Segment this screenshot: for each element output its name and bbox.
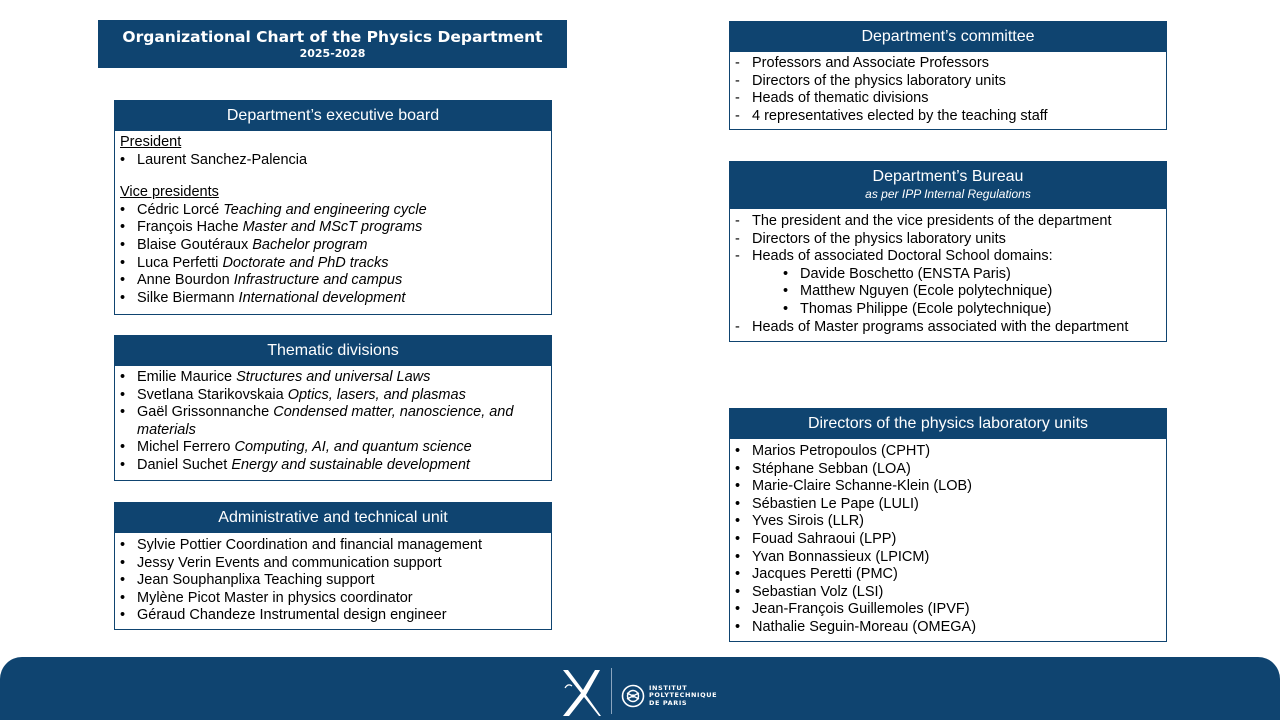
- list-item: • Jacques Peretti (PMC): [735, 566, 1160, 584]
- ipp-line: POLYTECHNIQUE: [649, 691, 718, 700]
- division-head-name: Emilie Maurice: [137, 369, 233, 385]
- ipp-line: INSTITUT: [649, 684, 688, 692]
- division-name: Energy and sustainable development: [231, 456, 470, 473]
- lab-director-entry: Jean-François Guillemoles (IPVF): [752, 601, 970, 618]
- admin-staff-entry: Géraud Chandeze Instrumental design engineer: [137, 607, 447, 624]
- division-head-name: Daniel Suchet: [137, 456, 228, 473]
- list-item: • Gaël Grissonnanche Condensed matter, nanoscience, and materials: [120, 404, 514, 438]
- bureau-member-type: Directors of the physics laboratory units: [752, 230, 1006, 247]
- list-item: - Heads of Master programs associated with the department: [735, 319, 1160, 337]
- vp-name: Blaise Goutéraux: [137, 236, 249, 253]
- president-label: President: [120, 134, 182, 150]
- admin-staff-entry: Mylène Picot Master in physics coordinator: [137, 589, 413, 606]
- admin-staff-entry: Jessy Verin Events and communication support: [137, 554, 442, 571]
- vp-role: Bachelor program: [252, 236, 368, 253]
- vp-role: Master and MScT programs: [242, 219, 423, 236]
- list-item: • Marios Petropoulos (CPHT): [735, 443, 1160, 461]
- vice-presidents-label: Vice presidents: [120, 184, 219, 201]
- list-item: - The president and the vice presidents of the department: [735, 213, 1160, 231]
- list-item: - Heads of associated Doctoral School domains:: [735, 248, 1160, 266]
- list-item: • Marie-Claire Schanne-Klein (LOB): [735, 478, 1160, 496]
- list-item: • Luca Perfetti Doctorate and PhD tracks: [120, 254, 389, 271]
- list-item: - Heads of thematic divisions: [735, 90, 1160, 108]
- admin-staff-entry: Jean Souphanplixa Teaching support: [137, 572, 375, 589]
- division-head-name: Svetlana Starikovskaia: [137, 386, 284, 403]
- list-item: • Nathalie Seguin-Moreau (OMEGA): [735, 619, 1160, 637]
- list-item: • Svetlana Starikovskaia Optics, lasers, and plasmas: [120, 386, 466, 403]
- lab-director-entry: Nathalie Seguin-Moreau (OMEGA): [752, 618, 977, 635]
- bureau-title: Department’s Bureau: [872, 168, 1024, 185]
- admin-unit-header: Administrative and technical unit: [115, 503, 551, 533]
- list-item: • Sebastian Volz (LSI): [735, 584, 1160, 602]
- footer-logo-separator: [611, 668, 612, 714]
- list-item: • Mylène Picot Master in physics coordinator: [120, 590, 545, 608]
- ipp-line: DE PARIS: [649, 698, 688, 707]
- vp-name: Cédric Lorcé: [137, 201, 220, 218]
- list-item: - Directors of the physics laboratory units: [735, 73, 1160, 91]
- list-item: • Laurent Sanchez-Palencia: [120, 152, 545, 170]
- list-item: • François Hache Master and MScT programs: [120, 219, 423, 236]
- list-item: • Géraud Chandeze Instrumental design engineer: [120, 607, 545, 625]
- list-item: • Stéphane Sebban (LOA): [735, 461, 1160, 479]
- division-name: Condensed matter, nanoscience, and materials: [137, 404, 514, 438]
- doctoral-domain-head: Thomas Philippe (Ecole polytechnique): [800, 300, 1052, 317]
- directors-header: Directors of the physics laboratory units: [730, 409, 1166, 439]
- ecole-polytechnique-logo: [560, 668, 602, 718]
- committee-card: [729, 21, 1167, 130]
- lab-director-entry: Marios Petropoulos (CPHT): [752, 443, 931, 459]
- vp-name: Luca Perfetti: [137, 254, 219, 271]
- page-title: Organizational Chart of the Physics Department: [122, 28, 543, 46]
- executive-board-card: [114, 100, 552, 315]
- vp-role: Teaching and engineering cycle: [223, 201, 427, 218]
- vp-role: Infrastructure and campus: [233, 272, 403, 289]
- bureau-member-type: Heads of Master programs associated with the department: [752, 318, 1129, 335]
- committee-body: [730, 52, 1166, 125]
- doctoral-domain-head: Matthew Nguyen (Ecole polytechnique): [800, 283, 1053, 300]
- ipp-wordmark: [649, 685, 717, 707]
- admin-unit-card: [114, 502, 552, 630]
- list-item: • Anne Bourdon Infrastructure and campus: [120, 272, 403, 289]
- directors-body: [730, 439, 1166, 637]
- lab-director-entry: Stéphane Sebban (LOA): [752, 460, 911, 477]
- bureau-header: [730, 162, 1166, 209]
- bureau-member-type: Heads of associated Doctoral School domains:: [752, 248, 1053, 265]
- list-item: • Sébastien Le Pape (LULI): [735, 496, 1160, 514]
- list-item: • Yvan Bonnassieux (LPICM): [735, 549, 1160, 567]
- list-item: - Directors of the physics laboratory units: [735, 231, 1160, 249]
- committee-member-type: Directors of the physics laboratory units: [752, 72, 1006, 89]
- division-name: Structures and universal Laws: [236, 369, 431, 385]
- list-item: - 4 representatives elected by the teaching staff: [735, 108, 1160, 126]
- institut-polytechnique-de-paris-logo: [621, 684, 645, 708]
- vp-role: Doctorate and PhD tracks: [222, 254, 389, 271]
- chart-title-box: [98, 20, 567, 68]
- list-item: • Yves Sirois (LLR): [735, 513, 1160, 531]
- doctoral-domain-head: Davide Boschetto (ENSTA Paris): [800, 265, 1011, 282]
- list-item: • Michel Ferrero Computing, AI, and quantum science: [120, 439, 472, 456]
- lab-director-entry: Sebastian Volz (LSI): [752, 583, 884, 600]
- vp-name: Anne Bourdon: [137, 272, 230, 289]
- list-item: • Jessy Verin Events and communication support: [120, 555, 545, 573]
- lab-director-entry: Sébastien Le Pape (LULI): [752, 495, 919, 512]
- vp-name: Silke Biermann: [137, 289, 235, 306]
- committee-header: Department’s committee: [730, 22, 1166, 52]
- list-item: • Jean Souphanplixa Teaching support: [120, 572, 545, 590]
- lab-director-entry: Yvan Bonnassieux (LPICM): [752, 548, 930, 565]
- lab-director-entry: Fouad Sahraoui (LPP): [752, 530, 897, 547]
- page-subtitle-years: 2025-2028: [299, 47, 366, 60]
- lab-director-entry: Jacques Peretti (PMC): [752, 566, 898, 583]
- bureau-body: [730, 209, 1166, 336]
- directors-card: [729, 408, 1167, 642]
- bureau-card: [729, 161, 1167, 342]
- division-name: Computing, AI, and quantum science: [234, 439, 472, 456]
- division-head-name: Michel Ferrero: [137, 439, 231, 456]
- list-item: • Fouad Sahraoui (LPP): [735, 531, 1160, 549]
- division-head-name: Gaël Grissonnanche: [137, 404, 270, 421]
- president-name: Laurent Sanchez-Palencia: [137, 151, 308, 168]
- thematic-divisions-body: [115, 366, 551, 475]
- admin-unit-body: [115, 533, 551, 625]
- lab-director-entry: Yves Sirois (LLR): [752, 513, 865, 530]
- list-item: - Professors and Associate Professors: [735, 55, 1160, 73]
- list-item: • Davide Boschetto (ENSTA Paris): [735, 266, 1160, 284]
- executive-board-body: [115, 131, 551, 307]
- lab-director-entry: Marie-Claire Schanne-Klein (LOB): [752, 478, 972, 495]
- list-item: • Sylvie Pottier Coordination and financial management: [120, 537, 545, 555]
- list-item: • Thomas Philippe (Ecole polytechnique): [735, 301, 1160, 319]
- thematic-divisions-header: Thematic divisions: [115, 336, 551, 366]
- vp-role: International development: [238, 289, 406, 306]
- bureau-subtitle: as per IPP Internal Regulations: [865, 187, 1031, 201]
- vp-name: François Hache: [137, 219, 239, 236]
- list-item: • Daniel Suchet Energy and sustainable development: [120, 456, 470, 473]
- list-item: • Silke Biermann International development: [120, 289, 406, 306]
- division-name: Optics, lasers, and plasmas: [287, 386, 466, 403]
- list-item: • Matthew Nguyen (Ecole polytechnique): [735, 283, 1160, 301]
- list-item: • Cédric Lorcé Teaching and engineering cycle: [120, 201, 427, 218]
- list-item: • Emilie Maurice Structures and universal Laws: [120, 369, 431, 385]
- committee-member-type: Professors and Associate Professors: [752, 55, 989, 71]
- list-item: • Blaise Goutéraux Bachelor program: [120, 236, 368, 253]
- admin-staff-entry: Sylvie Pottier Coordination and financial management: [137, 537, 482, 553]
- thematic-divisions-card: [114, 335, 552, 481]
- bureau-member-type: The president and the vice presidents of the department: [752, 213, 1112, 229]
- committee-member-type: 4 representatives elected by the teaching staff: [752, 107, 1048, 124]
- executive-board-header: Department’s executive board: [115, 101, 551, 131]
- list-item: • Jean-François Guillemoles (IPVF): [735, 601, 1160, 619]
- committee-member-type: Heads of thematic divisions: [752, 90, 929, 107]
